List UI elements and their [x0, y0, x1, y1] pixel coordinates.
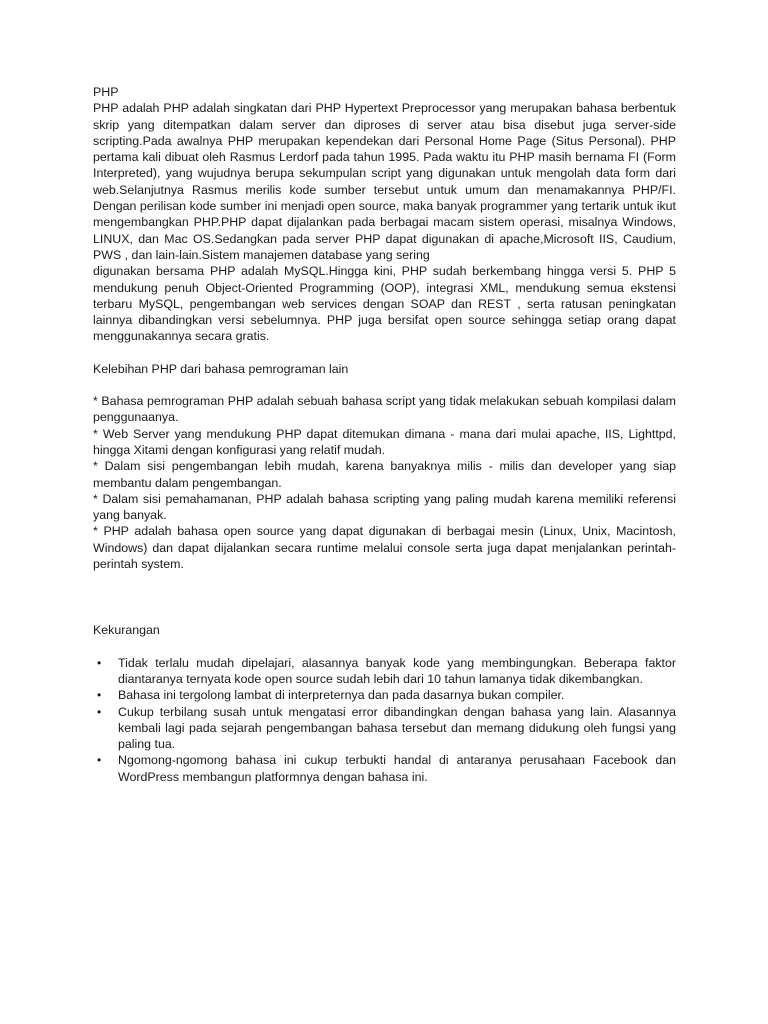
advantages-heading: Kelebihan PHP dari bahasa pemrograman lain: [93, 361, 349, 376]
intro-paragraph: digunakan bersama PHP adalah MySQL.Hingga kini, PHP sudah berkembang hingga versi 5. PHP 5 mendukung penuh Object-Oriented Programming (OOP), integrasi XML, mendukung semua ekstensi terbaru MySQL, pengembangan web services dengan SOAP dan REST , serta ratusan peningkatan lainnya dibandingkan versi sebelumnya. PHP juga bersifat open source sehingga setiap orang dapat menggunakannya secara gratis.: [93, 264, 676, 344]
weakness-item: [93, 655, 676, 688]
weaknesses-list: [93, 655, 676, 785]
bullet-icon: •: [97, 655, 102, 670]
weakness-text: Bahasa ini tergolong lambat di interpreternya dan pada dasarnya bukan compiler.: [118, 688, 565, 703]
weakness-text: Cukup terbilang susah untuk mengatasi error dibandingkan dengan bahasa yang lain. Alasannya kembali lagi pada sejarah pengembangan bahasa tersebut dan memang didukung oleh fungsi yang paling tua.: [118, 704, 676, 752]
document-title: PHP: [93, 85, 119, 99]
intro-section: [93, 100, 676, 344]
weakness-item: [93, 752, 676, 785]
bullet-icon: •: [97, 704, 102, 719]
advantages-list: [93, 393, 676, 572]
bullet-icon: •: [97, 688, 102, 703]
advantage-item: * Web Server yang mendukung PHP dapat ditemukan dimana - mana dari mulai apache, IIS, Lighttpd, hingga Xitami dengan konfigurasi yang relatif mudah.: [93, 426, 676, 457]
intro-paragraph: PHP adalah PHP adalah singkatan dari PHP Hypertext Preprocessor yang merupakan bahasa berbentuk skrip yang ditempatkan dalam server dan diproses di server atau bisa disebut juga server-side scripting.Pada awalnya PHP merupakan kependekan dari Personal Home Page (Situs Personal). PHP pertama kali dibuat oleh Rasmus Lerdorf pada tahun 1995. Pada waktu itu PHP masih bernama FI (Form Interpreted), yang wujudnya berupa sekumpulan script yang digunakan untuk mengolah data form dari web.Selanjutnya Rasmus merilis kode sumber tersebut untuk umum dan menamakannya PHP/FI. Dengan perilisan kode sumber ini menjadi open source, maka banyak programmer yang tertarik untuk ikut mengembangkan PHP.PHP dapat dijalankan pada berbagai macam sistem operasi, misalnya Windows, LINUX, dan Mac OS.Sedangkan pada server PHP dapat digunakan di apache,Microsoft IIS, Caudium, PWS , dan lain-lain.Sistem manajemen database yang sering: [93, 101, 676, 262]
weaknesses-heading: Kekurangan: [93, 623, 160, 638]
weakness-text: Tidak terlalu mudah dipelajari, alasannya banyak kode yang membingungkan. Beberapa faktor diantaranya ternyata kode open source sudah lebih dari 10 tahun lamanya tidak dikembangkan.: [118, 655, 676, 686]
advantage-item: * Dalam sisi pemahamanan, PHP adalah bahasa scripting yang paling mudah karena memiliki referensi yang banyak.: [93, 491, 676, 523]
bullet-icon: •: [97, 753, 102, 768]
weakness-text: Ngomong-ngomong bahasa ini cukup terbukti handal di antaranya perusahaan Facebook dan WordPress membangun platformnya dengan bahasa ini.: [118, 753, 676, 784]
advantage-item: * Bahasa pemrograman PHP adalah sebuah bahasa script yang tidak melakukan sebuah kompilasi dalam penggunaanya.: [93, 394, 676, 425]
weakness-item: [93, 687, 676, 703]
document-body: [93, 84, 676, 785]
advantage-item: * PHP adalah bahasa open source yang dapat digunakan di berbagai mesin (Linux, Unix, Macintosh, Windows) dan dapat dijalankan secara runtime melalui console serta juga dapat menjalankan perintah-perintah system.: [93, 524, 676, 572]
weakness-item: [93, 704, 676, 753]
advantage-item: * Dalam sisi pengembangan lebih mudah, karena banyaknya milis - milis dan developer yang siap membantu dalam pengembangan.: [93, 459, 676, 490]
